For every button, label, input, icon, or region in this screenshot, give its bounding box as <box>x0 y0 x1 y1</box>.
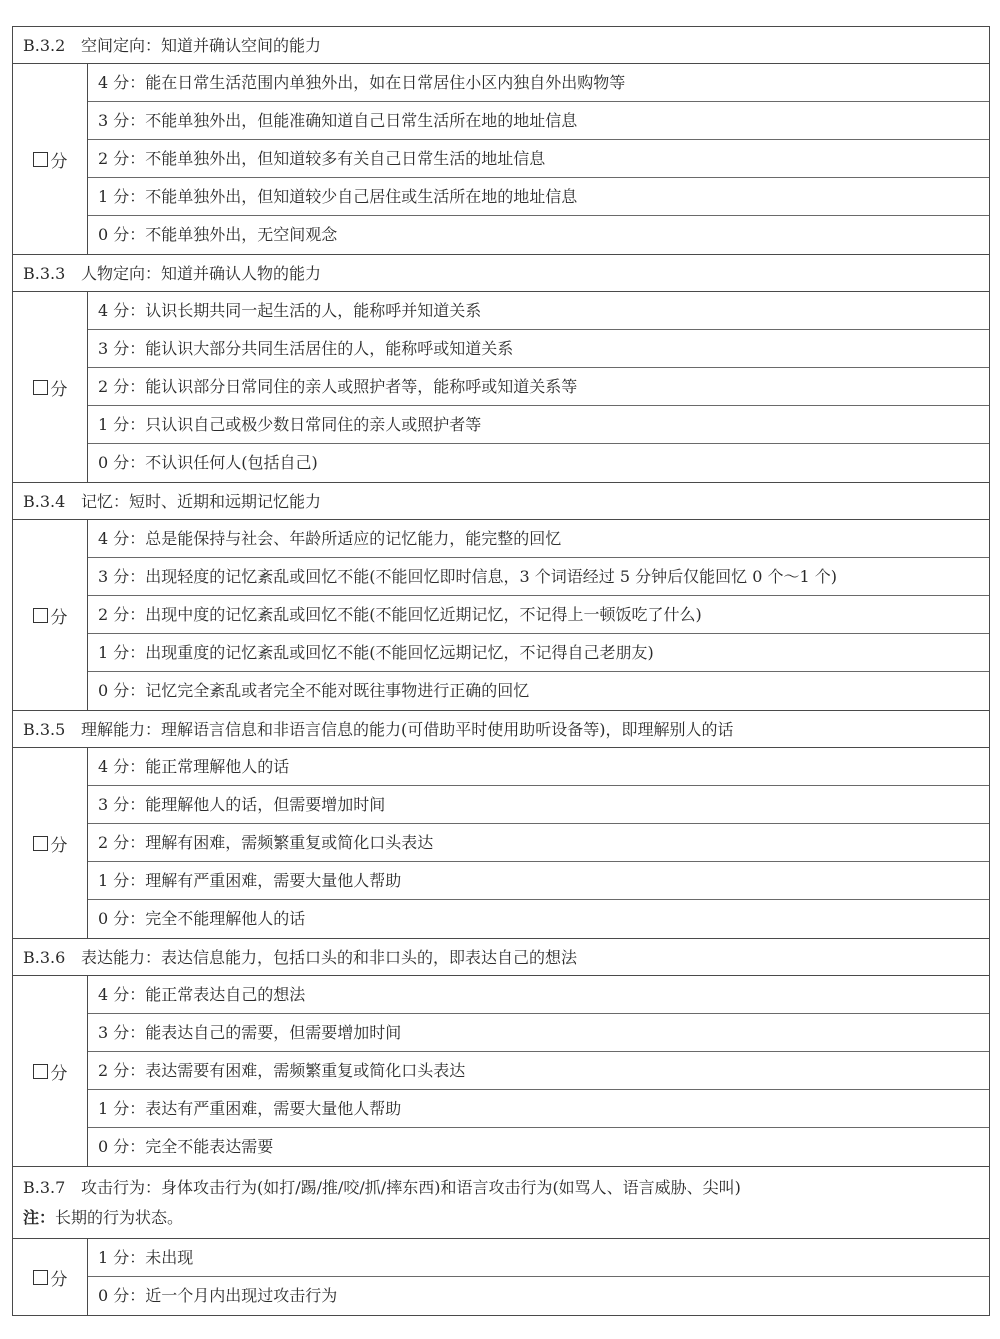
note-label: 注： <box>23 1208 56 1227</box>
score-option: 3 分：出现轻度的记忆紊乱或回忆不能(不能回忆即时信息，3 个词语经过 5 分钟后仅能回忆 0 个～1 个) <box>88 558 989 596</box>
section-body <box>13 976 989 1166</box>
score-option: 4 分：能正常理解他人的话 <box>88 748 989 786</box>
score-option: 0 分：完全不能表达需要 <box>98 1137 274 1156</box>
section-title: 人物定向：知道并确认人物的能力 <box>81 264 322 283</box>
assessment-section <box>12 710 990 938</box>
section-body <box>13 748 989 938</box>
section-code: B.3.2 <box>23 36 66 55</box>
score-option: 4 分：总是能保持与社会、年龄所适应的记忆能力，能完整的回忆 <box>88 520 989 558</box>
section-header <box>13 1167 989 1239</box>
score-options <box>88 64 989 254</box>
score-option: 3 分：能理解他人的话，但需要增加时间 <box>88 786 989 824</box>
score-checkbox[interactable] <box>33 152 48 167</box>
score-option: 2 分：出现中度的记忆紊乱或回忆不能(不能回忆近期记忆，不记得上一顿饭吃了什么) <box>88 596 989 634</box>
score-entry-cell[interactable] <box>13 520 88 710</box>
score-option: 1 分：表达有严重困难，需要大量他人帮助 <box>88 1090 989 1128</box>
score-option: 0 分：完全不能理解他人的话 <box>98 909 306 928</box>
score-checkbox[interactable] <box>33 608 48 623</box>
score-unit-label: 分 <box>50 1063 68 1084</box>
score-option: 2 分：表达需要有困难，需频繁重复或简化口头表达 <box>88 1052 989 1090</box>
assessment-table <box>12 26 990 1316</box>
section-title: 记忆：短时、近期和远期记忆能力 <box>81 492 322 511</box>
section-body <box>13 520 989 710</box>
score-options <box>88 292 989 482</box>
score-unit-label: 分 <box>50 607 68 628</box>
section-header <box>13 27 989 64</box>
score-option: 0 分：记忆完全紊乱或者完全不能对既往事物进行正确的回忆 <box>98 681 530 700</box>
score-entry-cell[interactable] <box>13 1239 88 1315</box>
score-option: 2 分：能认识部分日常同住的亲人或照护者等，能称呼或知道关系等 <box>88 368 989 406</box>
section-code: B.3.4 <box>23 492 66 511</box>
score-option: 2 分：不能单独外出，但知道较多有关自己日常生活的地址信息 <box>88 140 989 178</box>
section-header <box>13 939 989 976</box>
score-entry-cell[interactable] <box>13 976 88 1166</box>
score-unit-label: 分 <box>50 835 68 856</box>
section-body <box>13 64 989 254</box>
assessment-section <box>12 254 990 482</box>
score-entry-cell[interactable] <box>13 748 88 938</box>
section-header <box>13 255 989 292</box>
score-entry-cell[interactable] <box>13 64 88 254</box>
note-text: 长期的行为状态。 <box>55 1208 184 1227</box>
section-body <box>13 292 989 482</box>
score-entry-cell[interactable] <box>13 292 88 482</box>
score-unit-label: 分 <box>50 151 68 172</box>
score-option: 2 分：理解有困难，需频繁重复或简化口头表达 <box>88 824 989 862</box>
section-code: B.3.6 <box>23 948 66 967</box>
section-header <box>13 483 989 520</box>
score-option: 3 分：能认识大部分共同生活居住的人，能称呼或知道关系 <box>88 330 989 368</box>
section-note <box>23 1203 989 1233</box>
score-option: 1 分：理解有严重困难，需要大量他人帮助 <box>88 862 989 900</box>
score-checkbox[interactable] <box>33 1064 48 1079</box>
score-option: 0 分：不能单独外出，无空间观念 <box>98 225 338 244</box>
section-header <box>13 711 989 748</box>
assessment-section <box>12 1166 990 1316</box>
score-options <box>88 976 989 1166</box>
score-option: 3 分：能表达自己的需要，但需要增加时间 <box>88 1014 989 1052</box>
section-code: B.3.7 <box>23 1178 66 1197</box>
score-option: 0 分：近一个月内出现过攻击行为 <box>98 1286 338 1305</box>
section-title: 空间定向：知道并确认空间的能力 <box>81 36 322 55</box>
score-option: 1 分：出现重度的记忆紊乱或回忆不能(不能回忆远期记忆，不记得自己老朋友) <box>88 634 989 672</box>
score-option: 4 分：能在日常生活范围内单独外出，如在日常居住小区内独自外出购物等 <box>88 64 989 102</box>
score-option: 1 分：只认识自己或极少数日常同住的亲人或照护者等 <box>88 406 989 444</box>
assessment-section <box>12 938 990 1166</box>
score-options <box>88 1239 989 1315</box>
score-checkbox[interactable] <box>33 1270 48 1285</box>
section-code: B.3.5 <box>23 720 66 739</box>
score-checkbox[interactable] <box>33 380 48 395</box>
score-option: 0 分：不认识任何人(包括自己) <box>98 453 318 472</box>
score-option: 1 分：不能单独外出，但知道较少自己居住或生活所在地的地址信息 <box>88 178 989 216</box>
section-title: 攻击行为：身体攻击行为(如打/踢/推/咬/抓/摔东西)和语言攻击行为(如骂人、语言威胁、尖叫) <box>81 1178 741 1197</box>
score-unit-label: 分 <box>50 1269 68 1290</box>
assessment-section <box>12 26 990 254</box>
score-unit-label: 分 <box>50 379 68 400</box>
score-checkbox[interactable] <box>33 836 48 851</box>
section-code: B.3.3 <box>23 264 66 283</box>
score-option: 1 分：未出现 <box>88 1239 989 1277</box>
score-option: 4 分：认识长期共同一起生活的人，能称呼并知道关系 <box>88 292 989 330</box>
assessment-section <box>12 482 990 710</box>
score-option: 4 分：能正常表达自己的想法 <box>88 976 989 1014</box>
score-options <box>88 748 989 938</box>
section-body <box>13 1239 989 1315</box>
score-option: 3 分：不能单独外出，但能准确知道自己日常生活所在地的地址信息 <box>88 102 989 140</box>
section-title: 理解能力：理解语言信息和非语言信息的能力(可借助平时使用助听设备等)，即理解别人的话 <box>81 720 734 739</box>
score-options <box>88 520 989 710</box>
section-title: 表达能力：表达信息能力，包括口头的和非口头的，即表达自己的想法 <box>81 948 578 967</box>
